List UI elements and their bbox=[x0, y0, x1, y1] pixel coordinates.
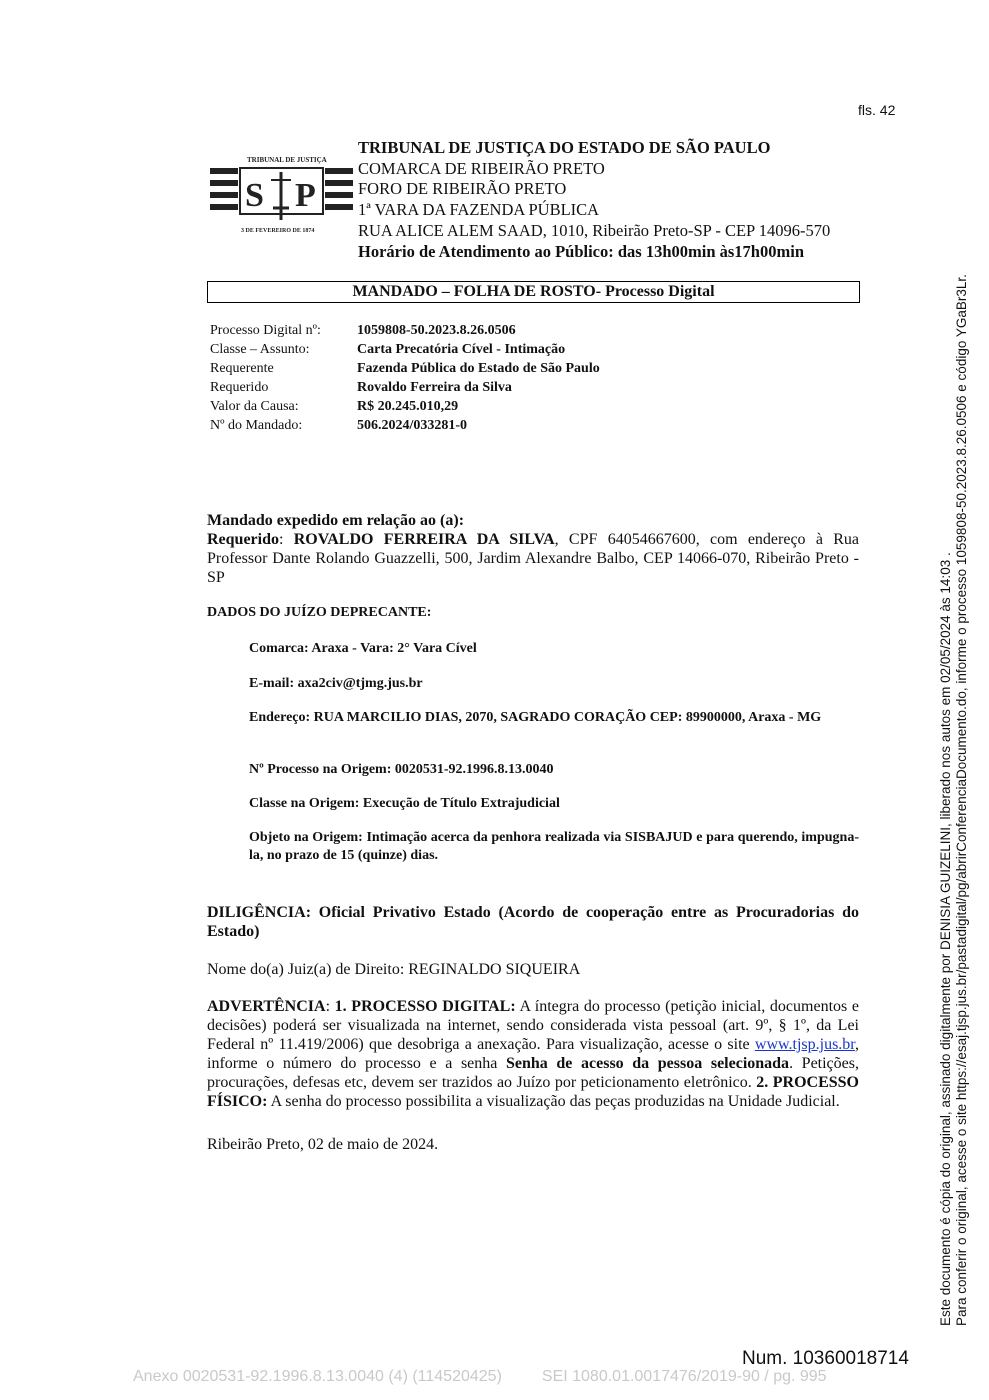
field-label: Valor da Causa: bbox=[210, 399, 299, 414]
field-value: Rovaldo Ferreira da Silva bbox=[357, 380, 512, 395]
field-row bbox=[210, 416, 600, 435]
seal-bottom-text: 3 DE FEVEREIRO DE 1874 bbox=[241, 228, 315, 234]
signature-side-stamp bbox=[938, 274, 970, 1326]
court-header bbox=[358, 138, 830, 262]
seal-letter-s: S bbox=[245, 177, 264, 214]
page-reference: fls. 42 bbox=[858, 102, 896, 118]
requerido-label: Requerido bbox=[207, 531, 279, 548]
address-line: RUA ALICE ALEM SAAD, 1010, Ribeirão Preto-SP - CEP 14096-570 bbox=[358, 220, 831, 240]
requerido-details: , CPF 64054667600, com endereço à Rua Professor Dante Rolando Guazzelli, 500, Jardim Alexandre Balbo, CEP 14066-070, Ribeirão Preto - SP bbox=[207, 531, 860, 586]
field-label: Requerente bbox=[210, 361, 274, 376]
hours-line: Horário de Atendimento ao Público: das 13h00min às17h00min bbox=[358, 241, 804, 261]
field-label: Nº do Mandado: bbox=[210, 418, 303, 433]
field-value: 506.2024/033281-0 bbox=[357, 418, 468, 433]
field-value: Fazenda Pública do Estado de São Paulo bbox=[357, 361, 600, 376]
field-label: Classe – Assunto: bbox=[210, 342, 310, 357]
tjsp-link[interactable]: www.tjsp.jus.br bbox=[754, 1036, 855, 1053]
field-row bbox=[210, 378, 600, 397]
field-value: Carta Precatória Cível - Intimação bbox=[357, 342, 566, 357]
mandado-heading: Mandado expedido em relação ao (a): bbox=[207, 512, 465, 529]
field-label: Processo Digital nº: bbox=[210, 323, 321, 338]
field-row bbox=[210, 359, 600, 378]
juizo-comarca: Comarca: Araxa - Vara: 2° Vara Cível bbox=[249, 641, 477, 656]
document-number: Num. 10360018714 bbox=[742, 1348, 909, 1369]
field-label: Requerido bbox=[210, 380, 269, 395]
juizo-classe: Classe na Origem: Execução de Título Extrajudicial bbox=[249, 796, 560, 811]
field-row bbox=[210, 321, 600, 340]
advertencia-paragraph: ADVERTÊNCIA: 1. PROCESSO DIGITAL: A íntegra do processo (petição inicial, documentos e decisões) poderá ser visualizada na internet, sendo considerada vista pessoal (art. 9º, § 1º, da Lei Federal nº 11.419/2006) que desobriga a anexação. Para visualização, acesse o site www.tjsp.jus.br, informe o número do processo e a senha Senha de acesso da pessoa selecionada. Petições, procurações, defesas etc, devem ser trazidos ao Juízo por peticionamento eletrônico. 2. PROCESSO FÍSICO: A senha do processo possibilita a visualização das peças produzidas na Unidade Judicial. bbox=[207, 998, 860, 1110]
comarca-line: COMARCA DE RIBEIRÃO PRETO bbox=[358, 158, 605, 178]
juizo-objeto: Objeto na Origem: Intimação acerca da penhora realizada via SISBAJUD e para querendo, impugna-la, no prazo de 15 (quinze) dias. bbox=[249, 830, 859, 863]
juizo-email: E-mail: axa2civ@tjmg.jus.br bbox=[249, 676, 423, 691]
footer-sei: SEI 1080.01.0017476/2019-90 / pg. 995 bbox=[541, 1368, 827, 1385]
vara-line: 1ª VARA DA FAZENDA PÚBLICA bbox=[358, 200, 600, 220]
seal-letter-p: P bbox=[295, 177, 316, 214]
field-value: R$ 20.245.010,29 bbox=[357, 399, 459, 414]
side-stamp-line1: Este documento é cópia do original, assinado digitalmente por DENISIA GUIZELINI, liberado nos autos em 02/05/2024 às 14:03 . bbox=[938, 552, 953, 1326]
document-title: MANDADO – FOLHA DE ROSTO- Processo Digital bbox=[207, 281, 860, 303]
side-stamp-line2: Para conferir o original, acesse o site https://esaj.tjsp.jus.br/pastadigital/pg/abrirConferenciaDocumento.do, informe o processo 1059808-50.2023.8.26.0506 e código YGaBr3Lr. bbox=[954, 274, 969, 1326]
footer bbox=[133, 1368, 827, 1386]
juizo-processo: Nº Processo na Origem: 0020531-92.1996.8.13.0040 bbox=[249, 762, 554, 777]
juiz-name: Nome do(a) Juiz(a) de Direito: REGINALDO SIQUEIRA bbox=[207, 961, 581, 978]
field-row bbox=[210, 397, 600, 416]
processo-fisico-title: 2. PROCESSO FÍSICO: bbox=[207, 1074, 860, 1110]
field-row bbox=[210, 340, 600, 359]
diligencia: DILIGÊNCIA: Oficial Privativo Estado (Acordo de cooperação entre as Procuradorias do Estado) bbox=[207, 904, 859, 940]
case-fields bbox=[210, 321, 600, 435]
court-name: TRIBUNAL DE JUSTIÇA DO ESTADO DE SÃO PAULO bbox=[358, 138, 771, 157]
seal-top-text: TRIBUNAL DE JUSTIÇA bbox=[247, 156, 327, 164]
footer-anexo: Anexo 0020531-92.1996.8.13.0040 (4) (114520425) bbox=[133, 1368, 502, 1385]
senha-text: Senha de acesso da pessoa selecionada bbox=[506, 1055, 790, 1072]
foro-line: FORO DE RIBEIRÃO PRETO bbox=[358, 179, 567, 199]
mandado-paragraph: Mandado expedido em relação ao (a): Requerido: ROVALDO FERREIRA DA SILVA, CPF 64054667600, com endereço à Rua Professor Dante Rolando Guazzelli, 500, Jardim Alexandre Balbo, CEP 14066-070, Ribeirão Preto - SP bbox=[207, 512, 860, 586]
advertencia-label: ADVERTÊNCIA bbox=[207, 998, 326, 1015]
requerido-name: ROVALDO FERREIRA DA SILVA bbox=[293, 531, 555, 548]
processo-digital-title: 1. PROCESSO DIGITAL: bbox=[334, 998, 516, 1015]
court-seal-logo bbox=[205, 128, 355, 240]
field-value: 1059808-50.2023.8.26.0506 bbox=[357, 323, 516, 338]
juizo-endereco: Endereço: RUA MARCILIO DIAS, 2070, SAGRADO CORAÇÃO CEP: 89900000, Araxa - MG bbox=[249, 710, 822, 725]
juizo-title: DADOS DO JUÍZO DEPRECANTE: bbox=[207, 605, 432, 620]
date-line: Ribeirão Preto, 02 de maio de 2024. bbox=[207, 1136, 439, 1153]
